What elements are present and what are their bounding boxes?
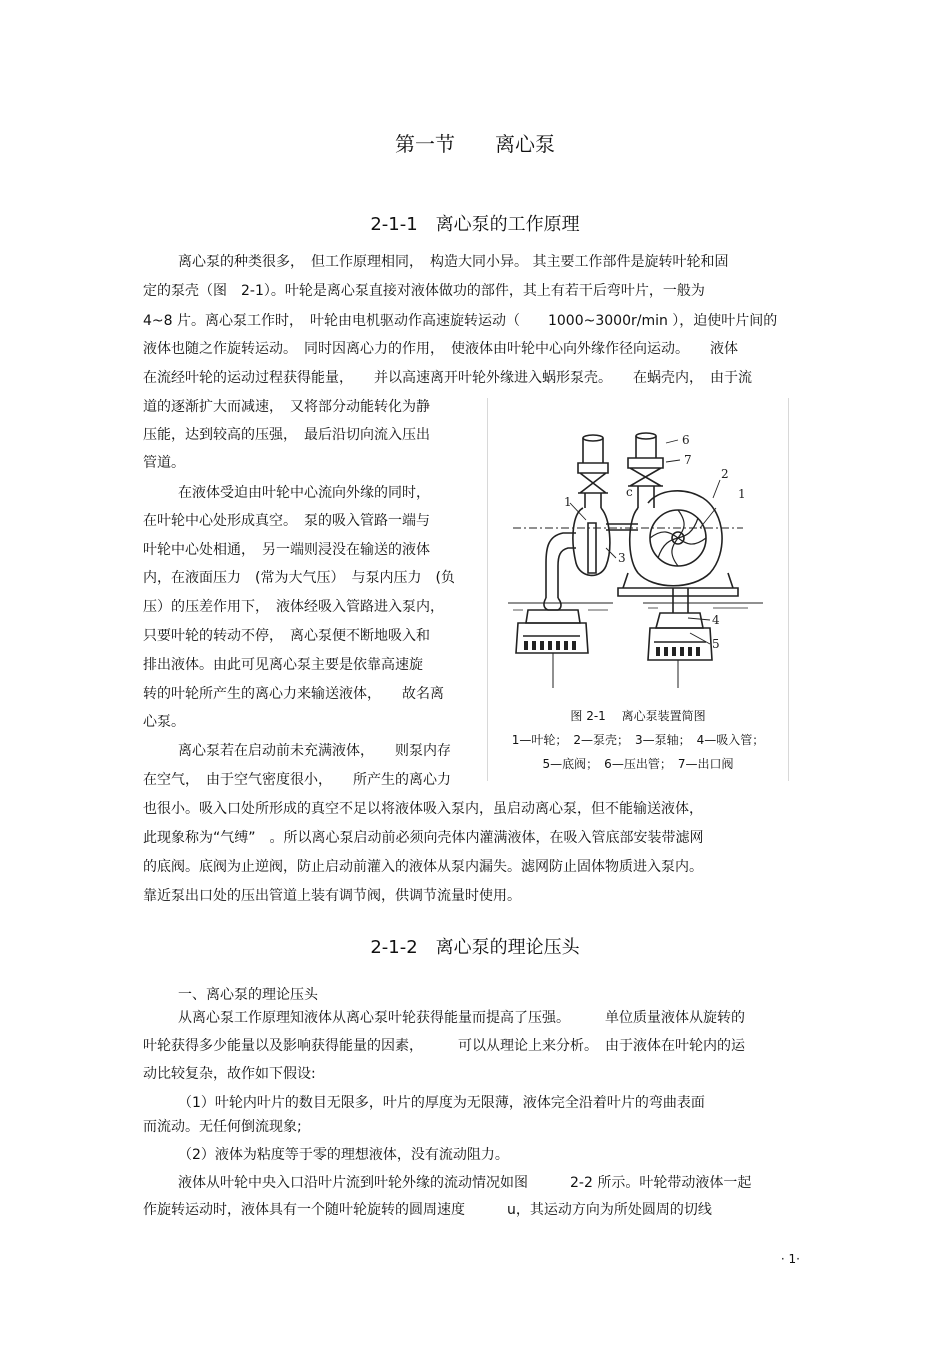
p3-line-1: 在空气， 由于空气密度很小， 所产生的离心力 bbox=[143, 772, 451, 788]
pump-diagram bbox=[488, 398, 788, 698]
figure-caption: 图 2-1 离心泵装置简图 bbox=[570, 709, 706, 723]
left-suction-pipe bbox=[546, 533, 576, 598]
p1-line-5: 道的逐渐扩大而减速， 又将部分动能转化为静 bbox=[143, 399, 430, 415]
p4-line-3: 动比较复杂，故作如下假设: bbox=[143, 1066, 316, 1082]
p1-line-3: 液体也随之作旋转运动。 同时因离心力的作用， 使液体由叶轮中心向外缘作径向运动。 液体 bbox=[143, 341, 738, 357]
label-c: c bbox=[626, 485, 633, 499]
left-pipe-top bbox=[583, 435, 603, 441]
p2-line-6: 排出液体。由此可见离心泵主要是依靠高速旋 bbox=[143, 657, 423, 673]
label-1-left: 1 bbox=[564, 495, 572, 509]
p1-line-4: 在流经叶轮的运动过程获得能量， 并以高速离开叶轮外缘进入蜗形泵壳。 在蜗壳内， 由于流 bbox=[143, 370, 752, 386]
p3-line-5: 靠近泵出口处的压出管道上装有调节阀，供调节流量时使用。 bbox=[143, 888, 521, 904]
p4-line-6: （2）液体为粘度等于零的理想液体，没有流动阻力。 bbox=[178, 1147, 509, 1163]
p3-line-4: 的底阀。底阀为止逆阀，防止启动前灌入的液体从泵内漏失。滤网防止固体物质进入泵内。 bbox=[143, 859, 703, 875]
p1-line-0: 离心泵的种类很多， 但工作原理相同， 构造大同小异。 其主要工作部件是旋转叶轮和固 bbox=[178, 254, 729, 270]
p4-line-7: 液体从叶轮中央入口沿叶片流到叶轮外缘的流动情况如图 2-2 所示。叶轮带动液体一起 bbox=[178, 1175, 752, 1191]
label-3: 3 bbox=[618, 551, 626, 565]
p2-line-8: 心泵。 bbox=[143, 714, 185, 730]
p4-line-1: 从离心泵工作原理知液体从离心泵叶轮获得能量而提高了压强。 单位质量液体从旋转的 bbox=[178, 1010, 745, 1026]
p2-line-1: 在叶轮中心处形成真空。 泵的吸入管路一端与 bbox=[143, 513, 430, 529]
label-5: 5 bbox=[712, 637, 720, 651]
p1-line-7: 管道。 bbox=[143, 455, 185, 471]
p4-line-5: 而流动。无任何倒流现象; bbox=[143, 1119, 302, 1135]
right-valve bbox=[628, 458, 663, 486]
section-heading-2-1-2: 2-1-2 离心泵的理论压头 bbox=[370, 937, 580, 958]
p1-line-1: 定的泵壳（图 2-1）。叶轮是离心泵直接对液体做功的部件，其上有若干后弯叶片，一般为 bbox=[143, 283, 705, 299]
p2-line-4: 压）的压差作用下， 液体经吸入管路进入泵内， bbox=[143, 599, 444, 615]
p2-line-3: 内，在液面压力 (常为大气压） 与泵内压力 (负 bbox=[143, 570, 455, 586]
p1-line-6: 压能，达到较高的压强， 最后沿切向流入压出 bbox=[143, 427, 430, 443]
left-valve bbox=[578, 463, 608, 493]
p4-line-8: 作旋转运动时，液体具有一个随叶轮旋转的圆周速度 u，其运动方向为所处圆周的切线 bbox=[143, 1202, 712, 1218]
label-1-right: 1 bbox=[738, 487, 746, 501]
label-4: 4 bbox=[712, 613, 720, 627]
page-title: 第一节 离心泵 bbox=[395, 132, 555, 156]
label-7: 7 bbox=[684, 453, 692, 467]
label-6: 6 bbox=[682, 433, 690, 447]
right-suction-pipe bbox=[673, 588, 688, 613]
p4-line-0: 一、离心泵的理论压头 bbox=[178, 987, 318, 1003]
p2-line-5: 只要叶轮的转动不停， 离心泵便不断地吸入和 bbox=[143, 628, 430, 644]
section-heading-2-1-1: 2-1-1 离心泵的工作原理 bbox=[370, 214, 580, 235]
left-volute bbox=[573, 508, 610, 575]
p3-line-3: 此现象称为“气缚” 。所以离心泵启动前必须向壳体内灌满液体，在吸入管底部安装带滤网 bbox=[143, 830, 704, 846]
figure-legend-1: 1—叶轮； 2—泵壳； 3—泵轴； 4—吸入管； bbox=[511, 733, 765, 747]
p2-line-7: 转的叶轮所产生的离心力来输送液体， 故名离 bbox=[143, 686, 444, 702]
p4-line-4: （1）叶轮内叶片的数目无限多，叶片的厚度为无限薄，液体完全沿着叶片的弯曲表面 bbox=[178, 1095, 705, 1111]
figure-2-1 bbox=[487, 398, 789, 781]
page-number: · 1· bbox=[780, 1252, 800, 1266]
p3-line-2: 也很小。吸入口处所形成的真空不足以将液体吸入泵内，虽启动离心泵，但不能输送液体， bbox=[143, 801, 703, 817]
figure-legend-2: 5—底阀； 6—压出管； 7—出口阀 bbox=[542, 757, 734, 771]
pump-base bbox=[618, 588, 738, 596]
p3-line-0: 离心泵若在启动前未充满液体， 则泵内存 bbox=[178, 743, 451, 759]
p1-line-2: 4~8 片。离心泵工作时， 叶轮由电机驱动作高速旋转运动（ 1000~3000r/min ），迫使叶片间的 bbox=[143, 313, 778, 329]
p2-line-0: 在液体受迫由叶轮中心流向外缘的同时， bbox=[178, 485, 430, 501]
p4-line-2: 叶轮获得多少能量以及影响获得能量的因素， 可以从理论上来分析。 由于液体在叶轮内的运 bbox=[143, 1038, 745, 1054]
label-2: 2 bbox=[721, 467, 729, 481]
p2-line-2: 叶轮中心处相通， 另一端则浸没在输送的液体 bbox=[143, 542, 430, 558]
